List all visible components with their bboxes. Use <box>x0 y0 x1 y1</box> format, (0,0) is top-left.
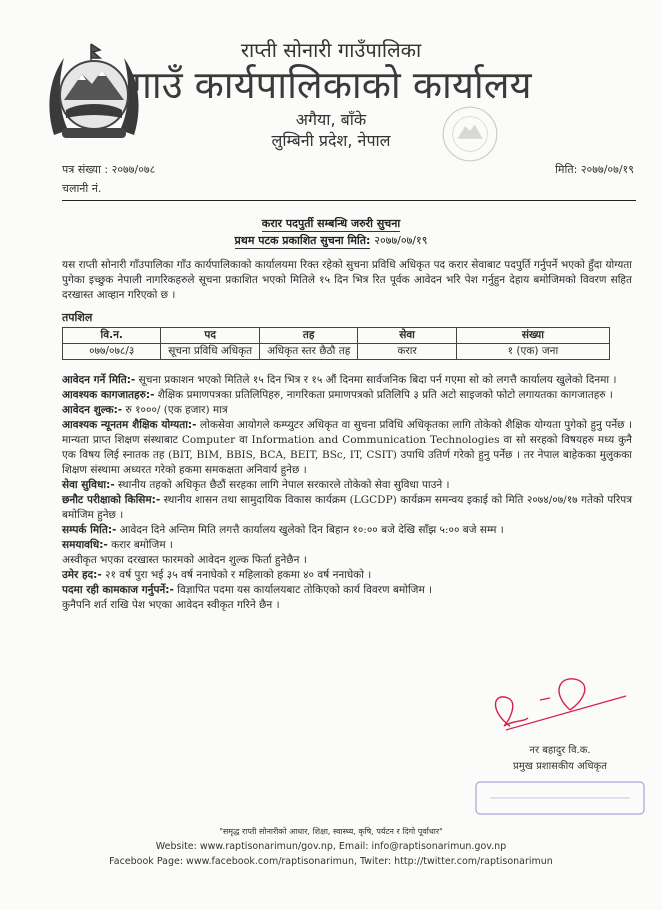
vacancy-table <box>62 327 610 360</box>
reference-number: पत्र संख्या : २०७७/०७८ <box>62 163 156 176</box>
notice-subtitle-date: २०७७/०७/१९ <box>374 234 428 247</box>
letter-date: मिति: २०७७/०७/१९ <box>555 163 634 176</box>
cell-count: १ (एक) जना <box>456 344 609 360</box>
table-row <box>63 344 610 360</box>
cell-serial: ०७७/०७८/३ <box>63 344 161 360</box>
section-required-documents: आवश्यक कागजातहरु:- शैक्षिक प्रमाणपत्रका प्रतिलिपिहरु, नागरिकता प्रमाणपत्रको प्रतिलिपि ३ प्रति अटो साइजको फोटो लगायतका कागजातहरु । <box>62 389 613 401</box>
col-header-level: तह <box>259 328 357 344</box>
table-header-row <box>63 328 610 344</box>
municipality-name: राप्ती सोनारी गाउँपालिका <box>240 38 422 62</box>
office-seal-stamp <box>440 104 500 164</box>
footer-motto: "समृद्ध राप्ती सोनारीको आधार, शिक्षा, स्वास्थ्य, कृषि, पर्यटन र दिगो पूर्वाधार" <box>219 827 443 836</box>
dispatch-number: चलानी नं. <box>62 182 102 195</box>
notice-title-text: करार पदपुर्ती सम्बन्धि जरुरी सुचना <box>261 217 401 230</box>
col-header-post: पद <box>161 328 259 344</box>
section-application-fee: आवेदन शुल्क:- रु १०००/ (एक हजार) मात्र <box>62 404 228 416</box>
col-header-serial: वि.न. <box>63 328 161 344</box>
address-line-1: अगैया, बाँके <box>295 110 367 129</box>
section-selection-method: छनौट परीक्षाको किसिम:- स्थानीय शासन तथा सामुदायिक विकास कार्यक्रम (LGCDP) कार्यक्रम समन्वय इकाई को मिति २०७४/०७/१७ गतेको परिपत्र बमोजिम हुनेछ । <box>62 494 632 521</box>
notice-title <box>0 217 662 231</box>
col-header-service: सेवा <box>358 328 456 344</box>
signatory-title: प्रमुख प्रशासकीय अधिकृत <box>513 761 607 772</box>
notice-sections <box>62 373 632 613</box>
cell-service: करार <box>358 344 456 360</box>
section-application-date: आवेदन गर्ने मिति:- सूचना प्रकाशन भएको मितिले १५ दिन भित्र र १५ औं दिनमा सार्वजनिक बिदा पर्न गएमा सो को लगत्तै कार्यालय खुलेको दिनमा । <box>62 374 617 386</box>
section-fee-refund: अस्वीकृत भएका दरखास्त फारमको आवेदन शुल्क फिर्ता हुनेछैन । <box>62 554 307 566</box>
footer-social-links: Facebook Page: www.facebook.com/raptisonarimun, Twiter: http://twitter.com/raptisonarimun <box>109 856 553 867</box>
section-age-limit: उमेर हद:- २१ वर्ष पुरा भई ३५ वर्ष ननाघेको र महिलाको हकमा ४० वर्ष ननाघेको । <box>62 569 372 581</box>
section-qualification: आवश्यक न्यूनतम शैक्षिक योग्यता:- लोकसेवा आयोगले कम्प्युटर अधिकृत वा सुचना प्रविधि अधिकृतका लागि तोकेको शैक्षिक योग्यता पुगेको हुनु पर्नेछ । मान्यता प्राप्त शिक्षण संस्थाबाट Computer वा Information and Communication Technologies वा सो सरहको विषयहरु मध्य कुनै एक विषय लिई स्नातक तह (BIT, BIM, BBIS, BCA, BEIT, BSc, IT, CSIT) उपाधि उतिर्ण गरेको हुनु पर्नेछ । तर नेपाल बाहेकका मुलुकका शिक्षण संस्थामा अध्यरत गरेको हकमा समकक्षता अनिवार्य हुनेछ । <box>62 419 632 476</box>
section-contact-date: सम्पर्क मिति:- आवेदन दिने अन्तिम मिति लगत्तै कार्यालय खुलेको दिन बिहान १०:०० बजे देखि साँझ ५:०० बजे सम्म । <box>62 524 504 536</box>
footer-website-email: Website: www.raptisonarimun/gov.np, Email: info@raptisonarimun.gov.np <box>155 841 507 852</box>
section-duration: समयावधि:- करार बमोजिम । <box>62 539 173 551</box>
notice-subtitle <box>0 234 662 248</box>
office-name: गाउँ कार्यपालिकाको कार्यालय <box>130 63 532 107</box>
col-header-count: संख्या <box>456 328 609 344</box>
cell-post: सूचना प्रविधि अधिकृत <box>161 344 259 360</box>
notice-subtitle-label: प्रथम पटक प्रकाशित सुचना मिति: <box>234 234 371 247</box>
section-conditional-rejection: कुनैपनि शर्त राखि पेश भएका आवेदन स्वीकृत गरिने छैन । <box>62 599 280 611</box>
section-benefits: सेवा सुविधा:- स्थानीय तहको अधिकृत छैठौं सरहका लागि नेपाल सरकारले तोकेको सेवा सुविधा पाउने । <box>62 479 450 491</box>
notice-intro: यस राप्ती सोनारी गाँउपालिका गाँउ कार्यपालिकाको कार्यालयमा रिक्त रहेको सुचना प्रविधि अधिकृत पद करार सेवाबाट पदपुर्ति गर्नुपर्ने भएको हुँदा योग्यता पुगेका इच्छुक नेपाली नागरिकहरुले सूचना प्रकाशित भएको मितिले १५ दिन भित्र रित पूर्वक आवेदन भरि पेश गर्नुहुन देहाय बमोजिमको विवरण सहित दरखास्त आव्हान गरिएको छ । <box>62 259 632 301</box>
signatory-name: नर बहादुर वि.क. <box>529 745 591 756</box>
details-heading: तपशिल <box>62 311 93 324</box>
cell-level: अधिकृत स्तर छैठौ तह <box>259 344 357 360</box>
signatory-rubber-stamp <box>470 778 650 818</box>
handwritten-signature <box>470 676 650 732</box>
header-divider <box>62 200 636 201</box>
address-line-2: लुम्बिनी प्रदेश, नेपाल <box>271 131 391 150</box>
section-job-duties: पदमा रही कामकाज गर्नुपर्ने:- विज्ञापित पदमा यस कार्यालयबाट तोकिएको कार्य विवरण बमोजिम । <box>62 584 433 596</box>
